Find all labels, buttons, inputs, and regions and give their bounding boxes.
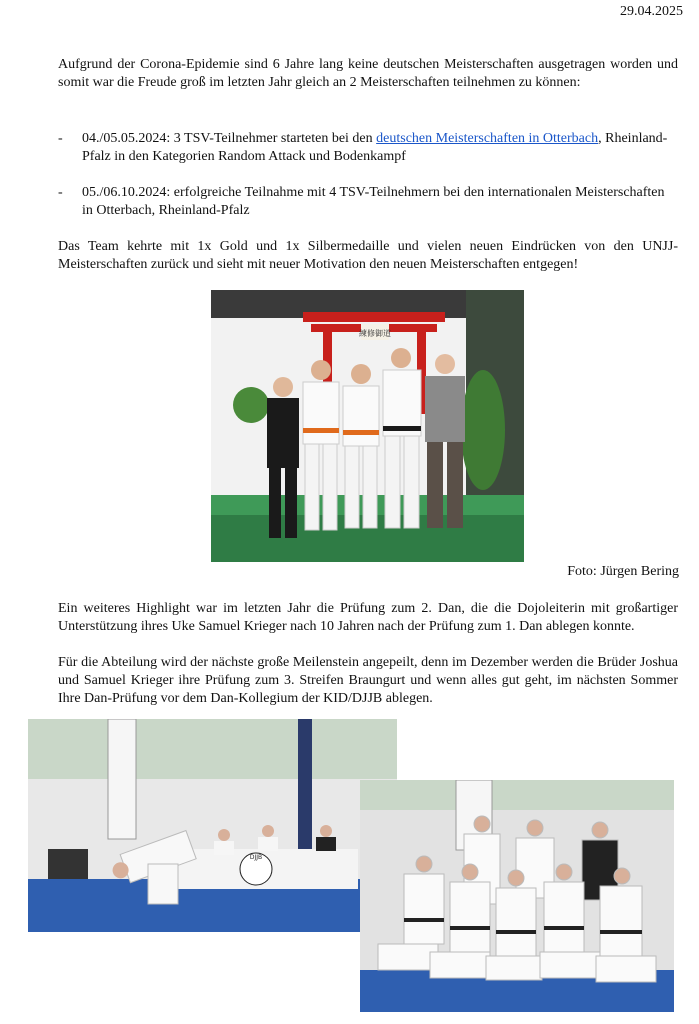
outlook-paragraph: Für die Abteilung wird der nächste große Meilenstein angepeilt, denn im Dezember werden die Brüder Joshua und Samuel Krieger ihre Prüfung zum 3. Streifen Braungurt und wenn alles gut geht, im nächsten Sommer Ihre Dan-Prüfung vor dem Dan-Kollegium der KID/DJJB ablegen. bbox=[58, 655, 678, 706]
throw-photo bbox=[28, 719, 397, 932]
dan-group-photo bbox=[360, 780, 674, 1012]
bullet-dash: - bbox=[58, 131, 63, 146]
bullet-text-before: 04./05.05.2024: 3 TSV-Teilnehmer starteten bei den bbox=[82, 131, 377, 146]
championship-link[interactable]: deutschen Meisterschaften in Otterbach bbox=[376, 131, 599, 146]
team-photo bbox=[211, 290, 524, 562]
bullet-text-after: , Rheinland-Pfalz in den Kategorien Random Attack und Bodenkampf bbox=[82, 131, 668, 164]
bullet-dash: - bbox=[58, 185, 63, 200]
photo-caption: Foto: Jürgen Bering bbox=[567, 564, 679, 579]
djjb-logo-text: DJJB bbox=[249, 854, 263, 861]
intro-paragraph: Aufgrund der Corona-Epidemie sind 6 Jahre lang keine deutschen Meisterschaften ausgetragen worden und somit war die Freude groß im letzten Jahr gleich an 2 Meisterschaften teilnehmen zu können: bbox=[58, 57, 678, 90]
bullet-text bbox=[82, 130, 678, 166]
page-date: 29.04.2025 bbox=[620, 4, 683, 19]
bullet-item-2 bbox=[58, 184, 678, 220]
bullet-text: 05./06.10.2024: erfolgreiche Teilnahme mit 4 TSV-Teilnehmern bei den internationalen Meisterschaften in Otterbach, Rheinland-Pfalz bbox=[82, 185, 665, 218]
gate-sign-text: 練修御道 bbox=[359, 329, 391, 338]
highlight-paragraph: Ein weiteres Highlight war im letzten Jahr die Prüfung zum 2. Dan, die die Dojoleiterin mit großartiger Unterstützung ihres Uke Samuel Krieger nach 10 Jahren nach der Prüfung zum 1. Dan ablegen konnte. bbox=[58, 601, 678, 634]
bullet-item-1 bbox=[58, 130, 678, 166]
result-paragraph: Das Team kehrte mit 1x Gold und 1x Silbermedaille und vielen neuen Eindrücken von den UNJJ-Meisterschaften zurück und sieht mit neuer Motivation den neuen Meisterschaften entgegen! bbox=[58, 239, 678, 272]
